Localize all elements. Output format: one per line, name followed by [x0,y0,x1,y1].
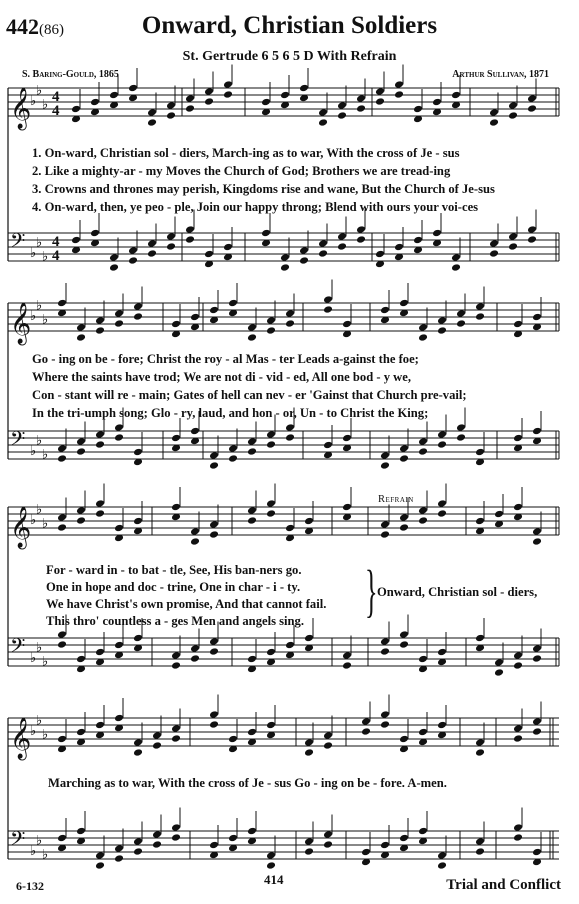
author-credit: S. Baring-Gould, 1865 [22,69,119,80]
flat-sign: ♭ [30,93,37,108]
note-head [114,714,124,723]
hymn-alt-number: (86) [39,22,64,38]
time-signature: 4 [52,234,60,250]
note-head [323,830,333,839]
note-head [361,717,371,726]
treble-clef: 𝄞 [10,303,32,343]
flat-sign: ♭ [42,515,49,531]
system2-verse-3: Con - stant will re - main; Gates of hell can nev - er 'Gainst that Church pre-vail; [32,388,467,402]
bass-clef: 𝄢 [10,231,26,258]
refrain-lyric: Onward, Christian sol - diers, [377,585,538,599]
note-head [133,847,143,856]
note-head [95,721,105,730]
note-head [475,837,485,846]
note-head [323,731,333,740]
note-head [304,847,314,856]
note-head [380,841,390,850]
note-head [114,854,124,863]
flat-sign: ♭ [36,297,43,313]
note-head [57,735,67,744]
time-signature: 4 [52,103,60,119]
note-head [304,837,314,846]
note-head [133,738,143,747]
system1-verse-4: 4. On-ward, then, ye peo - ple, Join our happy throng; Blend with ours your voi-ces [32,200,479,214]
system1-verse-2: 2. Like a mighty-ar - my Moves the Church of God; Brothers we are tread-ing [32,164,451,178]
note-head [418,728,428,737]
section-title: Trial and Conflict [446,877,561,893]
flat-sign: ♭ [30,512,37,527]
hymn-number-main: 442 [6,14,39,39]
flat-sign: ♭ [42,311,49,327]
flat-sign: ♭ [30,245,37,260]
note-head [114,844,124,853]
note-head [95,851,105,860]
note-head [513,823,523,832]
note-head [532,848,542,857]
note-head [475,847,485,856]
note-head [361,727,371,736]
note-head [418,827,428,836]
note-head [209,841,219,850]
verse-brace: } [365,558,378,623]
note-head [266,851,276,860]
page-number: 414 [264,872,284,887]
note-head [152,731,162,740]
note-head [133,837,143,846]
time-signature: 4 [52,89,60,105]
note-head [171,724,181,733]
note-head [209,710,219,719]
note-head [247,728,257,737]
flat-sign: ♭ [36,639,43,655]
note-head [399,834,409,843]
note-head [171,833,181,842]
system3-verse-3: We have Christ's own promise, And that cannot fail. [46,597,327,611]
note-head [266,861,276,870]
note-head [247,827,257,836]
bass-clef: 𝄢 [10,829,26,856]
note-head [513,724,523,733]
composer-credit: Arthur Sullivan, 1871 [452,69,549,80]
flat-sign: ♭ [30,843,37,858]
tune-line: St. Gertrude 6 5 6 5 D With Refrain [182,49,397,64]
time-signature: 4 [52,248,60,264]
note-head [266,721,276,730]
flat-sign: ♭ [42,248,49,264]
system4-verse-1: Marching as to war, With the cross of Je - sus Go - ing on be - fore. A-men. [48,776,447,790]
note-head [304,748,314,757]
note-head [513,734,523,743]
note-head [513,833,523,842]
note-head [228,834,238,843]
refrain-label: Refrain [378,494,414,505]
note-head [323,840,333,849]
hymn-title: Onward, Christian Soldiers [141,12,438,39]
note-head [304,738,314,747]
flat-sign: ♭ [42,653,49,669]
treble-clef: 𝄞 [10,507,32,547]
note-head [437,851,447,860]
treble-clef: 𝄞 [10,88,32,128]
catalog-code: 6-132 [16,879,44,893]
note-head [475,748,485,757]
note-head [76,728,86,737]
note-head [171,823,181,832]
note-head [209,720,219,729]
note-head [228,735,238,744]
flat-sign: ♭ [30,650,37,665]
note-head [133,748,143,757]
flat-sign: ♭ [36,432,43,448]
system1-verse-1: 1. On-ward, Christian sol - diers, March-ing as to war, With the cross of Je - sus [32,146,460,160]
system2-verse-1: Go - ing on be - fore; Christ the roy - al Mas - ter Leads a-gainst the foe; [32,352,419,366]
system3-verse-4: This thro' countless a - ges Men and angels sing. [46,614,304,628]
note-head [95,861,105,870]
treble-clef: 𝄞 [10,718,32,758]
note-head [323,741,333,750]
note-head [380,720,390,729]
flat-sign: ♭ [42,96,49,112]
note-head [380,710,390,719]
flat-sign: ♭ [36,234,43,250]
note-head [532,717,542,726]
flat-sign: ♭ [30,308,37,323]
system1-verse-3: 3. Crowns and thrones may perish, Kingdoms rise and wane, But the Church of Je-sus [32,182,495,196]
note-head [152,830,162,839]
note-head [152,741,162,750]
system3-verse-1: For - ward in - to bat - tle, See, His ban-ners go. [46,563,302,577]
bass-clef: 𝄢 [10,636,26,663]
note-head [399,735,409,744]
note-head [76,827,86,836]
flat-sign: ♭ [36,712,43,728]
flat-sign: ♭ [42,726,49,742]
flat-sign: ♭ [30,443,37,458]
system2-verse-2: Where the saints have trod; We are not di - vid - ed, All one bod - y we, [32,370,411,384]
flat-sign: ♭ [30,723,37,738]
flat-sign: ♭ [36,82,43,98]
note-head [437,861,447,870]
note-head [532,727,542,736]
flat-sign: ♭ [42,846,49,862]
note-head [57,834,67,843]
flat-sign: ♭ [42,446,49,462]
flat-sign: ♭ [36,832,43,848]
note-head [475,738,485,747]
note-head [152,840,162,849]
system3-verse-2: One in hope and doc - trine, One in char - i - ty. [46,580,301,594]
bass-clef: 𝄢 [10,429,26,456]
flat-sign: ♭ [36,501,43,517]
note-head [437,721,447,730]
note-head [361,848,371,857]
system2-verse-4: In the tri-umph song; Glo - ry, laud, and hon - or, Un - to Christ the King; [32,406,429,420]
note-head [171,734,181,743]
